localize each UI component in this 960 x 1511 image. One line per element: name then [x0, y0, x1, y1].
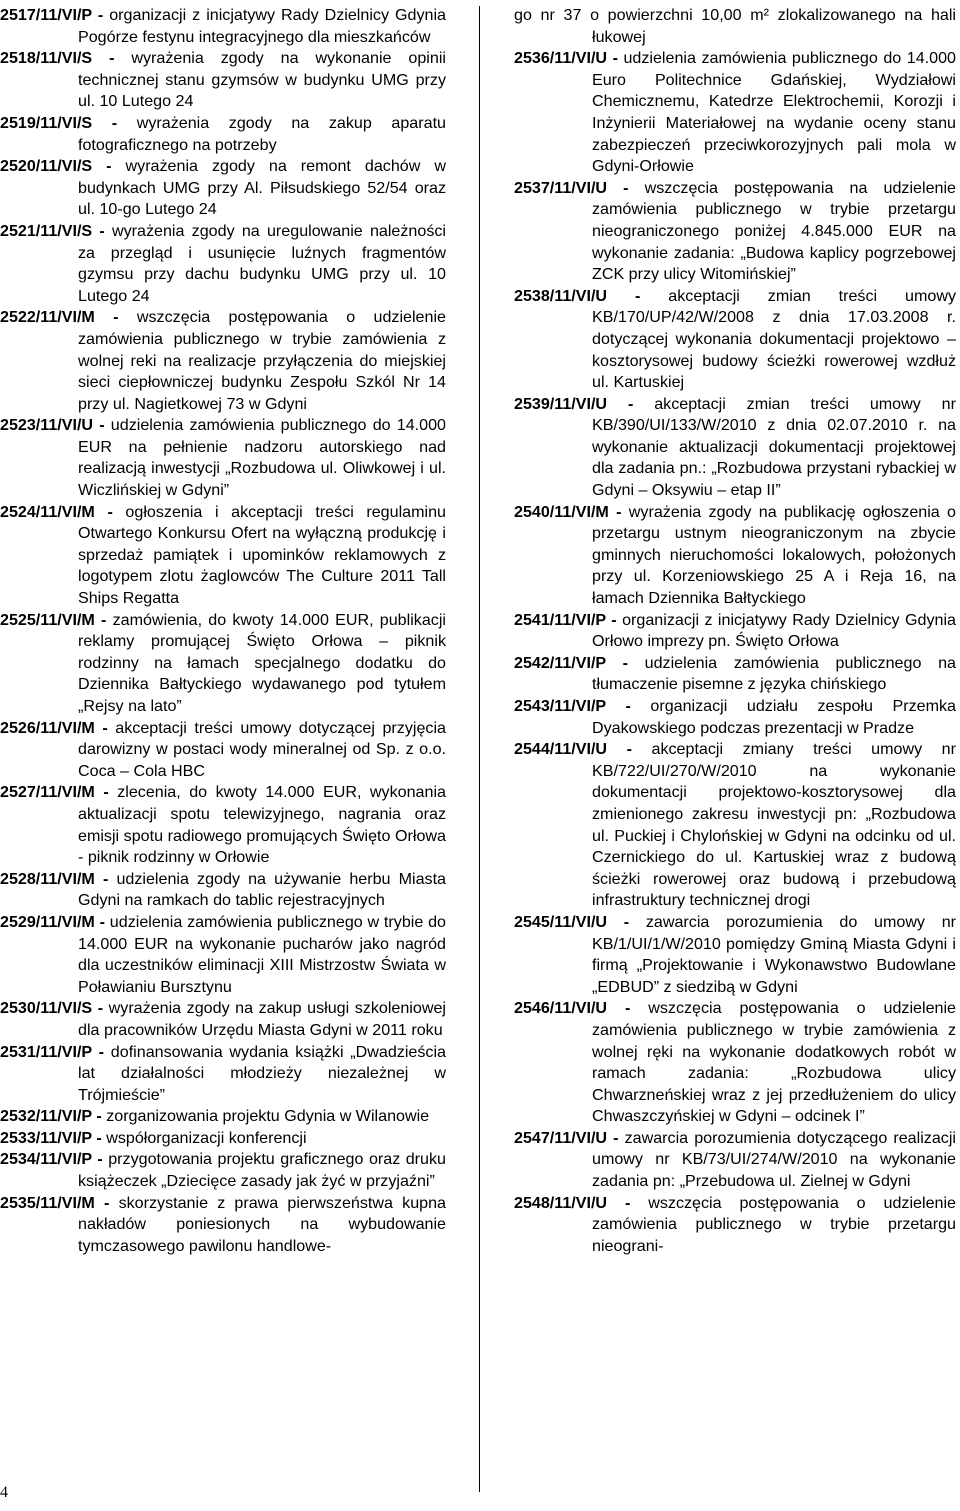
resolution-number: 2533/11/VI/P - [0, 1128, 102, 1147]
resolution-number: 2540/11/VI/M - [514, 502, 622, 521]
resolution-entry [0, 869, 446, 912]
resolution-entry [0, 307, 446, 415]
resolution-entry [514, 653, 956, 696]
resolution-number: 2527/11/VI/M - [0, 783, 109, 802]
resolution-entry [514, 1193, 956, 1258]
resolution-number: 2530/11/VI/S - [0, 999, 104, 1018]
resolution-number: 2525/11/VI/M - [0, 610, 107, 629]
resolution-text: zawarcia porozumienia dotyczącego realizacji umowy nr KB/73/UI/274/W/2010 na wykonanie zadania pn: „Przebudowa ul. Zielnej w Gdyni [592, 1128, 956, 1191]
resolution-text: akceptacji zmiany treści umowy nr KB/722/UI/270/W/2010 na wykonanie dokumentacji projektowo-kosztorysowej dla zmienionego zakresu inwestycji pn: „Rozbudowa ul. Puckiej i Chylońskiej w Gdyni na odcinku od ul. Czernickiego do ul. Kartuskiej wraz z budową ścieżki rowerowej oraz budową i przebudową infrastruktury technicznej drogi [592, 740, 956, 910]
resolution-number: 2542/11/VI/P - [514, 653, 628, 672]
resolution-entry [514, 48, 956, 178]
resolution-entry [0, 1149, 446, 1192]
resolution-entry [514, 739, 956, 912]
resolution-text: wszczęcia postępowania o udzielenie zamówienia publicznego w trybie przetargu nieograni- [592, 1193, 957, 1255]
resolution-text: wyrażenia zgody na remont dachów w budynkach UMG przy Al. Piłsudskiego 52/54 oraz ul. 10-go Lutego 24 [78, 157, 446, 219]
resolution-entry [514, 1128, 956, 1193]
resolution-text: akceptacji treści umowy dotyczącej przyjęcia darowizny w postaci wody mineralnej od Sp. z o.o. Coca – Cola HBC [78, 718, 446, 780]
resolution-text: wszczęcia postępowania o udzielenie zamówienia publicznego w trybie zamówienia z wolnej reki na realizacje przyłączenia do miejskiej sieci ciepłowniczej budynku Zespołu Szkól Nr 14 przy ul. Nagietkowej 73 w Gdyni [78, 308, 446, 413]
resolution-number: 2526/11/VI/M - [0, 718, 108, 737]
resolution-number: 2522/11/VI/M - [0, 308, 119, 327]
resolution-number: 2518/11/VI/S - [0, 49, 115, 68]
resolution-number: 2520/11/VI/S - [0, 157, 112, 176]
resolution-entry [0, 415, 446, 501]
resolution-number: 2543/11/VI/P - [514, 697, 631, 715]
resolution-text: wszczęcia postępowania o udzielenie zamówienia publicznego w trybie zamówienia z wolnej ręki na wykonanie dodatkowych robót w ramach zadania: „Rozbudowa ulicy Chwarzneńskiej wraz z jej przedłużeniem do ulicy Chwaszczyńskiej w Gdyni – odcinek I” [592, 999, 957, 1126]
resolution-text: wyrażenia zgody na wykonanie opinii technicznej stanu gzymsów w budynku UMG przy ul. 10 Lutego 24 [78, 49, 446, 111]
resolution-entry [514, 912, 956, 998]
left-column [0, 5, 446, 1257]
resolution-number: 2548/11/VI/U - [514, 1193, 631, 1212]
resolution-entry [0, 1106, 446, 1128]
resolution-entry [0, 1128, 446, 1150]
resolution-number: 2536/11/VI/U - [514, 49, 618, 68]
resolution-number: 2529/11/VI/M - [0, 912, 105, 931]
resolution-text: zamówienia, do kwoty 14.000 EUR, publikacji reklamy promującej Święto Orłowa – piknik rodzinny na łamach specjalnego dodatku do Dziennika Bałtyckiego wydawanego pod tytułem „Rejsy na lato” [78, 610, 446, 715]
resolution-entry [0, 912, 446, 998]
resolution-text: udzielenia zamówienia publicznego na tłumaczenie pisemne z języka chińskiego [592, 653, 956, 694]
resolution-text: udzielenia zamówienia publicznego w trybie do 14.000 EUR na wykonanie pucharów jako nagród dla uczestników eliminacji XIII Mistrzostw Świata w Poławianiu Bursztynu [78, 912, 446, 996]
resolution-text: wyrażenia zgody na publikację ogłoszenia o przetargu ustnym nieograniczonym na zbycie gminnych nieruchomości lokalowych, położonych przy ul. Korzeniowskiego 25 A i Reja 16, na łamach Dziennika Bałtyckiego [592, 502, 956, 608]
column-divider [479, 6, 480, 1492]
resolution-entry [0, 1193, 446, 1258]
resolution-entry [0, 113, 446, 156]
resolution-number: 2547/11/VI/U - [514, 1128, 619, 1147]
resolution-number: 2517/11/VI/P - [0, 6, 104, 24]
resolution-entry [0, 718, 446, 783]
resolution-number: 2528/11/VI/M - [0, 869, 109, 888]
resolution-text: zawarcia porozumienia do umowy nr KB/1/UI/1/W/2010 pomiędzy Gminą Miasta Gdyni i firmą „Projektowanie i Wykonawstwo Budowlane „EDBUD” z siedzibą w Gdyni [592, 912, 957, 996]
resolution-entry [0, 782, 446, 868]
resolution-text: organizacji z inicjatywy Rady Dzielnicy Gdynia Pogórze festynu integracyjnego dla mieszkańców [78, 6, 446, 46]
resolution-number: 2545/11/VI/U - [514, 912, 630, 931]
resolution-entry [0, 156, 446, 221]
resolution-number: 2521/11/VI/S - [0, 221, 105, 240]
right-column [514, 5, 956, 1257]
resolution-text: przygotowania projektu graficznego oraz druku książeczek „Dziecięce zasady jak żyć w przyjaźni” [78, 1150, 446, 1191]
resolution-entry [514, 998, 956, 1128]
resolution-text: akceptacji zmian treści umowy nr KB/390/UI/133/W/2010 z dnia 02.07.2010 r. na wykonanie aktualizacji dokumentacji projektowej dla zadania pn.: „Rozbudowa przystani rybackiej w Gdyni – Oksywiu – etap II” [592, 394, 956, 500]
resolution-entry [514, 394, 956, 502]
resolution-text: udzielenia zamówienia publicznego do 14.000 EUR na pełnienie nadzoru autorskiego nad realizacją inwestycji „Rozbudowa ul. Oliwkowej i ul. Wiczlińskiej w Gdyni” [78, 416, 446, 500]
resolution-text: wszczęcia postępowania na udzielenie zamówienia publicznego w trybie przetargu nieograniczonego poniżej 4.845.000 EUR na wykonanie zadania: „Budowa kaplicy pogrzebowej ZCK przy ulicy Witomińskiej” [592, 178, 956, 284]
continuation-text: go nr 37 o powierzchni 10,00 m² zlokalizowanego na hali łukowej [514, 6, 956, 46]
resolution-entry [0, 1042, 446, 1107]
resolution-number: 2541/11/VI/P - [514, 610, 617, 629]
resolution-text: organizacji udziału zespołu Przemka Dyakowskiego podczas prezentacji w Pradze [592, 697, 956, 737]
resolution-text: współorganizacji konferencji [106, 1128, 307, 1147]
resolution-text: wyrażenia zgody na zakup usługi szkoleniowej dla pracowników Urzędu Miasta Gdyni w 2011 roku [78, 999, 446, 1039]
resolution-entry [514, 178, 956, 286]
resolution-entry [0, 502, 446, 610]
resolution-text: akceptacji zmian treści umowy KB/170/UP/42/W/2008 z dnia 17.03.2008 r. dotyczącej wykonania dokumentacji projektowo – kosztorysowej budowy ścieżki rowerowej wzdłuż ul. Kartuskiej [592, 286, 957, 392]
resolution-number: 2532/11/VI/P - [0, 1107, 102, 1126]
page-number: 4 [0, 1484, 8, 1501]
resolution-entry [0, 221, 446, 307]
resolution-entry [514, 502, 956, 610]
resolution-entry [514, 286, 956, 394]
resolution-number: 2546/11/VI/U - [514, 999, 631, 1018]
resolution-text: skorzystanie z prawa pierwszeństwa kupna nakładów poniesionych na wybudowanie tymczasowego pawilonu handlowe- [78, 1193, 446, 1255]
resolution-number: 2537/11/VI/U - [514, 178, 629, 197]
resolution-entry [0, 610, 446, 718]
resolution-text: organizacji z inicjatywy Rady Dzielnicy Gdynia Orłowo imprezy pn. Święto Orłowa [592, 610, 956, 651]
resolution-number: 2535/11/VI/M - [0, 1193, 110, 1212]
resolution-number: 2523/11/VI/U - [0, 416, 105, 435]
resolution-number: 2534/11/VI/P - [0, 1150, 103, 1169]
resolution-entry [514, 696, 956, 739]
resolution-number: 2539/11/VI/U - [514, 394, 634, 413]
resolution-number: 2524/11/VI/M - [0, 502, 113, 521]
resolution-number: 2544/11/VI/U - [514, 740, 632, 759]
resolution-text: udzielenia zamówienia publicznego do 14.000 Euro Politechnice Gdańskiej, Wydziałowi Chemicznemu, Katedrze Elektrochemii, Korozji i Inżynierii Materiałowej na wydanie oceny stanu zabezpieczeń przeciwkorozyjnych pali mola w Gdyni-Orłowie [592, 49, 956, 176]
resolution-text: udzielenia zgody na używanie herbu Miasta Gdyni na ramkach do tablic rejestracyjnych [78, 869, 446, 910]
resolution-number: 2519/11/VI/S - [0, 113, 118, 132]
resolution-entry [0, 48, 446, 113]
resolution-entry [0, 5, 446, 48]
resolution-text: zlecenia, do kwoty 14.000 EUR, wykonania aktualizacji spotu telewizyjnego, nagrania oraz emisji spotu radiowego promujących Święto Orłowa - piknik rodzinny w Orłowie [78, 783, 446, 867]
resolution-text: dofinansowania wydania książki „Dwadzieścia lat działalności młodzieży niezależnej w Trójmieście” [78, 1042, 446, 1104]
resolution-text: wyrażenia zgody na uregulowanie należności za przegląd i usunięcie luźnych fragmentów gzymsu przy dachu budynku UMG przy ul. 10 Lutego 24 [78, 221, 446, 305]
resolution-text: ogłoszenia i akceptacji treści regulaminu Otwartego Konkursu Ofert na wyłączną produkcję i sprzedaż pamiątek i upominków reklamowych z logotypem zlotu żaglowców The Culture 2011 Tall Ships Regatta [78, 502, 446, 608]
resolution-number: 2531/11/VI/P - [0, 1042, 105, 1061]
resolution-entry [514, 610, 956, 653]
resolution-entry [0, 998, 446, 1041]
resolution-text: zorganizowania projektu Gdynia w Wilanowie [106, 1107, 430, 1126]
resolution-text: wyrażenia zgody na zakup aparatu fotograficznego na potrzeby [78, 113, 446, 154]
resolution-number: 2538/11/VI/U - [514, 286, 641, 305]
